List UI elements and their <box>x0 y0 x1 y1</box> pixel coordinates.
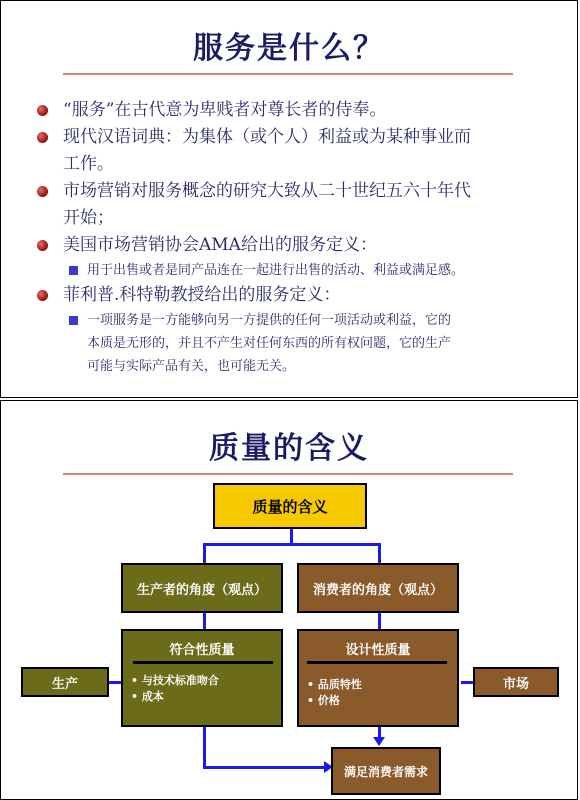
sub-bullet-item <box>37 309 557 378</box>
slide-service-definition <box>0 0 578 398</box>
conformance-divider <box>133 661 273 664</box>
bullet-text-line: “服务”在古代意为卑贱者对尊长者的侍奉。 <box>63 100 387 120</box>
connector-left-mid <box>203 613 206 629</box>
satisfy-consumer-box: 满足消费者需求 <box>331 747 441 795</box>
connector-right-mid <box>378 613 381 629</box>
bullet-dot-icon <box>37 132 48 143</box>
slide1-title: 服务是什么？ <box>193 31 385 66</box>
bullet-text-line: 现代汉语词典：为集体（或个人）利益或为某种事业而 <box>63 127 471 147</box>
sub-bullet-item <box>37 259 557 282</box>
bullet-dot-icon <box>37 105 48 116</box>
bullet-list <box>37 97 557 378</box>
quality-meaning-box: 质量的含义 <box>213 483 367 529</box>
bullet-text-line: 菲利普.科特勒教授给出的服务定义： <box>63 285 341 305</box>
connector-right-drop <box>378 543 381 565</box>
bullet-item <box>37 232 557 259</box>
bullet-text-line: 用于出售或者是同产品连在一起进行出售的活动、利益或满足感。 <box>87 263 465 278</box>
bullet-dot-icon <box>37 290 48 301</box>
connector-left-drop <box>203 543 206 565</box>
bullet-text-line: 可能与实际产品有关，也可能无关。 <box>87 359 296 374</box>
conformance-item: • 成本 <box>131 690 164 703</box>
connector-conformance-down <box>203 727 206 769</box>
bullet-dot-icon <box>37 240 48 251</box>
conformance-quality-title: 符合性质量 <box>169 643 235 658</box>
producer-view-box: 生产者的角度（观点） <box>121 563 283 613</box>
bullet-item <box>37 97 557 124</box>
connector-split <box>203 543 381 546</box>
production-box: 生产 <box>21 667 109 697</box>
bullet-text-line: 本质是无形的，并且不产生对任何东西的所有权问题，它的生产 <box>87 336 452 351</box>
connector-production <box>109 681 121 684</box>
bullet-item <box>37 124 557 178</box>
design-quality-title: 设计性质量 <box>345 643 411 658</box>
bullet-square-icon <box>69 266 78 275</box>
bullet-text-line: 工作。 <box>63 154 114 174</box>
bullet-text-line: 美国市场营销协会AMA给出的服务定义： <box>63 235 377 255</box>
connector-to-satisfy <box>203 766 327 769</box>
bullet-text-line: 市场营销对服务概念的研究大致从二十世纪五六十年代 <box>63 181 471 201</box>
market-box: 市场 <box>473 667 559 697</box>
conformance-item-list <box>131 673 219 705</box>
title-underline <box>63 473 513 475</box>
design-item: • 品质特性 <box>307 678 362 691</box>
design-item: • 价格 <box>307 694 340 707</box>
conformance-item: • 与技术标准吻合 <box>131 674 219 687</box>
bullet-item <box>37 282 557 309</box>
design-item-list <box>307 677 362 709</box>
bullet-square-icon <box>69 316 78 325</box>
slide2-title: 质量的含义 <box>209 431 369 466</box>
bullet-text-line: 一项服务是一方能够向另一方提供的任何一项活动或利益，它的 <box>87 313 452 328</box>
arrowhead-down <box>373 737 385 746</box>
bullet-dot-icon <box>37 186 48 197</box>
design-divider <box>307 661 447 664</box>
connector-market <box>461 681 473 684</box>
consumer-view-box: 消费者的角度（观点） <box>297 563 459 613</box>
title-underline <box>63 73 513 75</box>
bullet-text-line: 开始； <box>63 208 114 228</box>
bullet-item <box>37 178 557 232</box>
slide-quality-meaning <box>0 400 578 800</box>
